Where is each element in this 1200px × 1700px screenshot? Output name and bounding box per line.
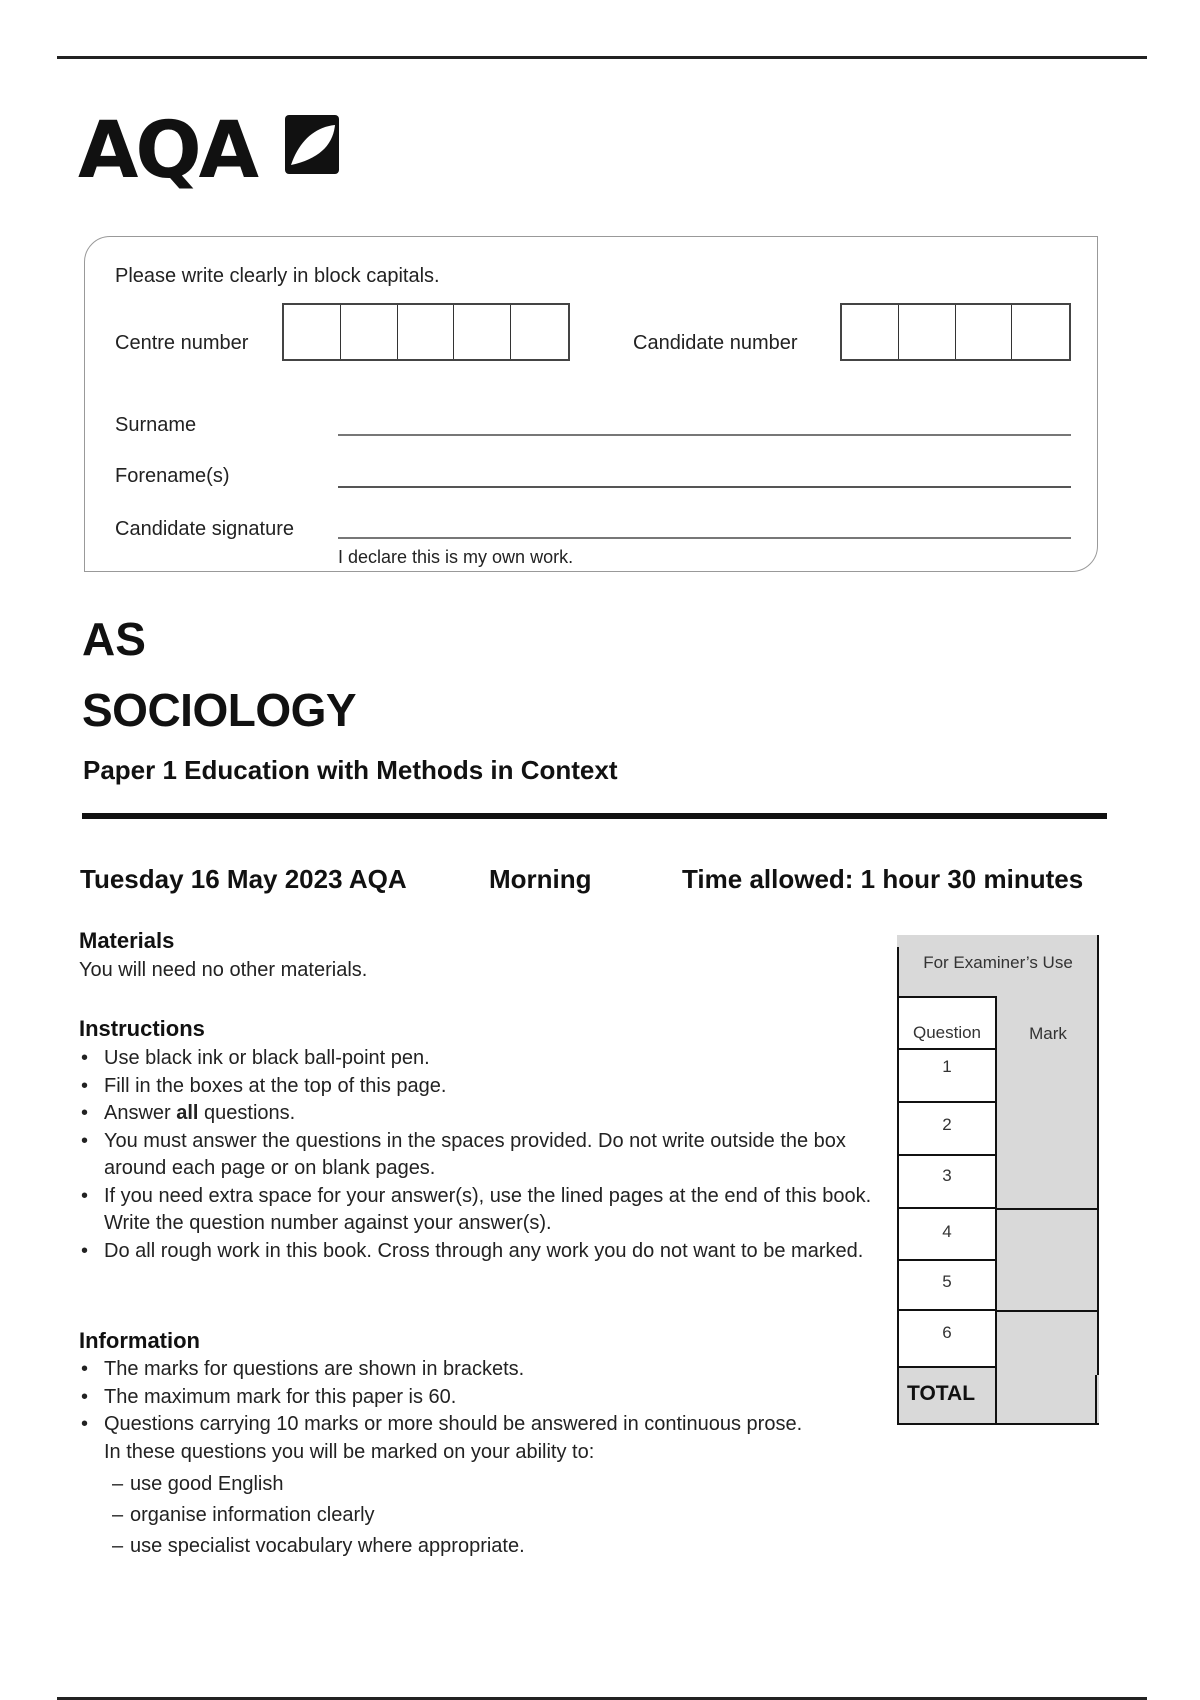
aqa-logo-text: AQA [78, 106, 257, 196]
question-header: Question [912, 1023, 982, 1042]
candidate-number-input[interactable] [840, 303, 1071, 361]
examiner-use-title: For Examiner’s Use [923, 953, 1073, 972]
information-item: • The marks for questions are shown in brackets. [79, 1356, 899, 1384]
question-row-1 [897, 1050, 997, 1103]
ability-intro: In these questions you will be marked on your ability to: [104, 1440, 595, 1463]
top-rule [57, 56, 1147, 59]
total-right-border [1095, 1375, 1097, 1425]
instruction-item [79, 1100, 879, 1128]
question-row-4 [897, 1209, 997, 1261]
signature-label: Candidate signature [115, 518, 295, 540]
qualification-level: AS [82, 613, 146, 665]
candidate-number-label: Candidate number [633, 332, 798, 354]
exam-date: Tuesday 16 May 2023 AQA [80, 864, 407, 894]
question-row-6 [897, 1311, 997, 1368]
mark-separator [997, 1208, 1099, 1210]
centre-number-input[interactable] [282, 303, 570, 361]
information-heading: Information [79, 1328, 200, 1353]
instructions-list [79, 1045, 879, 1265]
information-list [79, 1356, 899, 1562]
mark-header: Mark [1029, 1024, 1067, 1043]
candidate-number-digit[interactable] [842, 305, 899, 359]
question-header-cell [897, 996, 997, 1050]
instruction-item: • If you need extra space for your answer(s), use the lined pages at the end of this book. Write the question number against your answer(s). [79, 1183, 879, 1238]
ability-item: – use good English [112, 1469, 899, 1500]
centre-number-digit[interactable] [341, 305, 398, 359]
information-text: • Questions carrying 10 marks or more should be answered in continuous prose. [104, 1413, 803, 1435]
signature-field[interactable] [338, 537, 1071, 539]
forenames-field[interactable] [338, 486, 1071, 488]
instruction-item: • You must answer the questions in the spaces provided. Do not write outside the box around each page or on blank pages. [79, 1128, 879, 1183]
ability-item: – organise information clearly [112, 1500, 899, 1531]
paper-title: Paper 1 Education with Methods in Context [83, 755, 618, 785]
question-number: 2 [942, 1115, 952, 1134]
centre-number-digit[interactable] [511, 305, 568, 359]
materials-text: You will need no other materials. [79, 959, 368, 981]
question-number: 4 [942, 1222, 952, 1241]
question-row-2 [897, 1103, 997, 1156]
candidate-number-digit[interactable] [956, 305, 1013, 359]
materials-heading: Materials [79, 928, 175, 953]
centre-number-digit[interactable] [284, 305, 341, 359]
forenames-label: Forename(s) [115, 465, 230, 487]
information-item [79, 1411, 899, 1562]
table-right-border [1097, 935, 1099, 1375]
instruction-text: questions. [198, 1102, 296, 1124]
instruction-item: • Use black ink or black ball-point pen. [79, 1045, 879, 1073]
ability-item: – use specialist vocabulary where appropriate. [112, 1531, 899, 1562]
instructions-heading: Instructions [79, 1016, 205, 1041]
instruction-text: Answer [104, 1102, 177, 1124]
question-row-3 [897, 1156, 997, 1209]
instruction-item: • Fill in the boxes at the top of this page. [79, 1073, 879, 1101]
information-item: • The maximum mark for this paper is 60. [79, 1384, 899, 1412]
surname-field[interactable] [338, 434, 1071, 436]
total-cell [897, 1368, 997, 1425]
centre-number-digit[interactable] [398, 305, 455, 359]
centre-number-label: Centre number [115, 332, 249, 354]
examiner-use-table [897, 935, 1099, 1425]
exam-session: Morning [489, 864, 592, 894]
mark-separator [997, 1310, 1099, 1312]
question-number: 3 [942, 1166, 952, 1185]
instruction-emphasis: all [176, 1102, 199, 1124]
declaration-text: I declare this is my own work. [338, 547, 574, 567]
subject-title: SOCIOLOGY [82, 684, 357, 736]
abilities-list [104, 1469, 899, 1562]
table-bottom-border [897, 1423, 1099, 1425]
time-allowed: Time allowed: 1 hour 30 minutes [682, 864, 1084, 894]
centre-number-digit[interactable] [454, 305, 511, 359]
question-number: 1 [942, 1057, 952, 1076]
block-capitals-instruction: Please write clearly in block capitals. [115, 265, 440, 287]
candidate-number-digit[interactable] [1012, 305, 1069, 359]
aqa-logo-mark-icon [285, 115, 339, 174]
question-row-5 [897, 1261, 997, 1311]
instruction-item: • Do all rough work in this book. Cross through any work you do not want to be marked. [79, 1238, 879, 1266]
candidate-number-digit[interactable] [899, 305, 956, 359]
total-label: TOTAL [907, 1382, 976, 1405]
question-number: 5 [942, 1272, 952, 1291]
question-number: 6 [942, 1323, 952, 1342]
title-divider [82, 813, 1107, 819]
surname-label: Surname [115, 414, 197, 436]
